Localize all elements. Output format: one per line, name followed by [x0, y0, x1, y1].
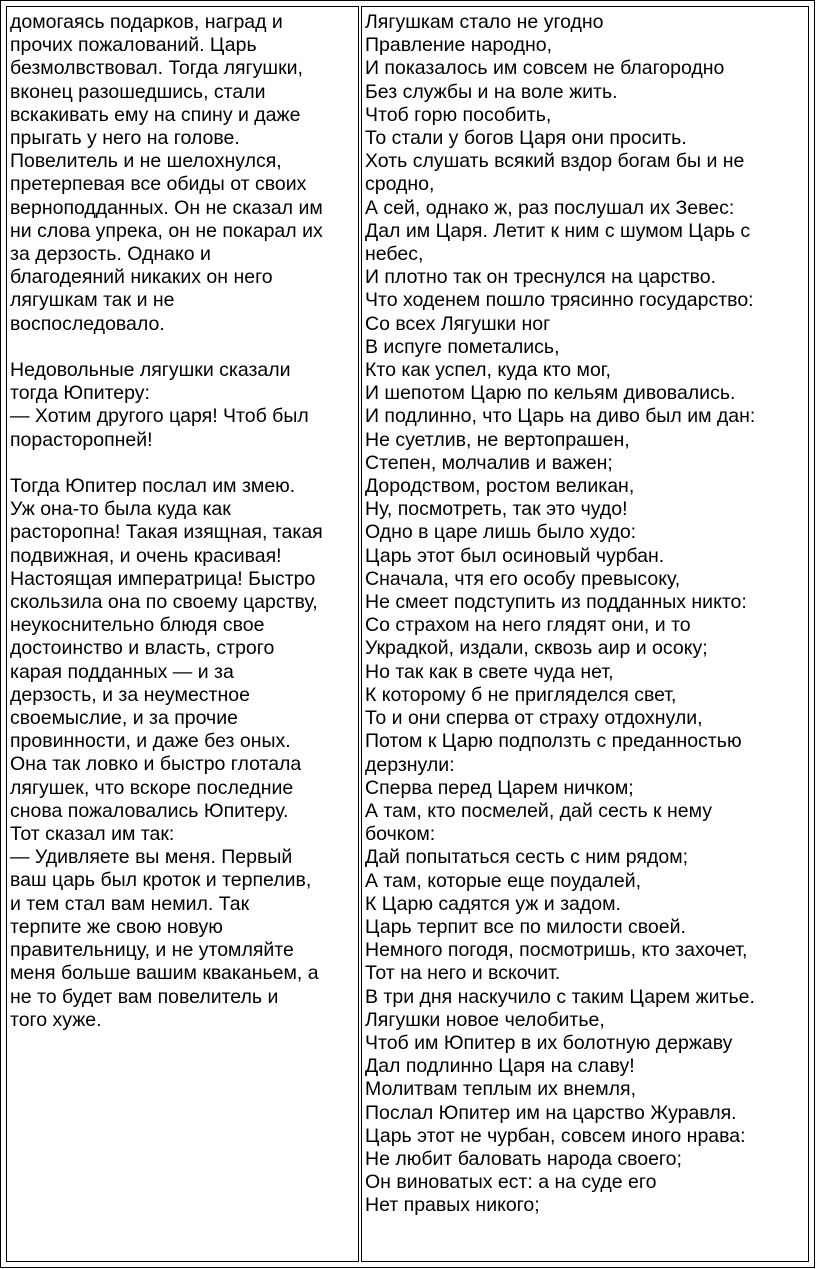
fable-verse-line: сродно, [365, 173, 435, 196]
fable-verse-line: В испуге пометались, [365, 335, 560, 358]
fable-verse-line: Лягушки новое челобитье, [365, 1008, 605, 1031]
prose-line: Настоящая императрица! Быстро [10, 567, 316, 590]
prose-line: снова пожаловались Юпитеру. [10, 799, 289, 822]
prose-line: лягушкам так и не [10, 289, 175, 312]
fable-verse-line: бочком: [365, 823, 436, 846]
prose-line: Повелитель и не шелохнулся, [10, 150, 282, 173]
prose-line: Она так ловко и быстро глотала [10, 753, 302, 776]
fable-verse-line: И шепотом Царю по кельям дивовались. [365, 382, 736, 405]
prose-line: достоинство и власть, строго [10, 637, 275, 660]
fable-verse-line: Без службы и на воле жить. [365, 80, 618, 103]
fable-verse-line: Нет правых никого; [365, 1194, 540, 1217]
fable-verse-line: Со всех Лягушки ног [365, 312, 551, 335]
prose-line: вконец разошедшись, стали [10, 80, 266, 103]
prose-line: домогаясь подарков, наград и [10, 11, 283, 33]
fable-verse-line: В три дня наскучило с таким Царем житье. [365, 985, 755, 1008]
prose-line: правительницу, и не утомляйте [10, 939, 294, 962]
prose-line: не то будет вам повелитель и [10, 985, 279, 1008]
fable-verse-line: Одно в царе лишь было худо: [365, 521, 637, 544]
fable-verse-line: Не суетлив, не вертопрашен, [365, 428, 630, 451]
fable-verse-line: То и они сперва от страху отдохнули, [365, 707, 703, 730]
fable-column-cell [361, 6, 809, 1262]
fable-verse-line: Что ходенем пошло трясинно государство: [365, 289, 754, 312]
prose-paragraph [10, 475, 355, 1032]
fable-verse-line: А там, которые еще поудалей, [365, 869, 642, 892]
prose-line: расторопна! Такая изящная, такая [10, 521, 323, 544]
prose-line: того хуже. [10, 1008, 102, 1031]
prose-line: тогда Юпитеру: [10, 382, 150, 405]
prose-line: подвижная, и очень красивая! [10, 544, 282, 567]
prose-line: терпите же свою новую [10, 915, 223, 938]
fable-verse-line: Царь этот был осиновый чурбан. [365, 544, 665, 567]
fable-verse-line: Потом к Царю подползть с преданностью [365, 730, 742, 753]
prose-line: порасторопней! [10, 428, 153, 451]
prose-line: прыгать у него на голове. [10, 127, 240, 150]
prose-line: неукоснительно блюдя свое [10, 614, 265, 637]
prose-column-cell [6, 6, 359, 1262]
fable-verse-line: К которому б не пригляделся свет, [365, 683, 677, 706]
fable-verse-line: Дал им Царя. Летит к ним с шумом Царь с [365, 219, 751, 242]
prose-line: — Хотим другого царя! Чтоб был [10, 405, 309, 428]
fable-verse-line: И плотно так он треснулся на царство. [365, 266, 717, 289]
fable-verse-line: Царь этот не чурбан, совсем иного нрава: [365, 1124, 746, 1147]
fable-verse-line: Немного погодя, посмотришь, кто захочет, [365, 939, 748, 962]
table-row [6, 6, 809, 1262]
fable-verse-line: Лягушкам стало не угодно [365, 11, 604, 33]
fable-verse-line: Дородством, ростом великан, [365, 475, 635, 498]
fable-verse-line: Он виноватых ест: а на суде его [365, 1171, 657, 1194]
fable-verse-line: Дай попытаться сесть с ним рядом; [365, 846, 689, 869]
comparison-table [4, 4, 811, 1264]
fable-verse-line: Ну, посмотреть, так это чудо! [365, 498, 628, 521]
fable-verse-line: Сперва перед Царем ничком; [365, 776, 634, 799]
prose-line: ваш царь был кроток и терпелив, [10, 869, 312, 892]
fable-verse-line: Тот на него и вскочит. [365, 962, 561, 985]
fable-verse-line: Степен, молчалив и важен; [365, 451, 613, 474]
fable-verse-line: Молитвам теплым их внемля, [365, 1078, 637, 1101]
prose-paragraph [10, 11, 355, 336]
fable-verse-line: Царь терпит все по милости своей. [365, 915, 686, 938]
prose-line: — Удивляете вы меня. Первый [10, 846, 293, 869]
fable-verse-line: То стали у богов Царя они просить. [365, 127, 687, 150]
prose-line: претерпевая все обиды от своих [10, 173, 307, 196]
fable-verse-line: Не любит баловать народа своего; [365, 1147, 682, 1170]
prose-line: и тем стал вам немил. Так [10, 892, 250, 915]
fable-verse-line: Хоть слушать всякий вздор богам бы и не [365, 150, 745, 173]
fable-verse-line: И подлинно, что Царь на диво был им дан: [365, 405, 756, 428]
prose-line: ни слова упрека, он не покарал их [10, 219, 323, 242]
prose-line: карая подданных — и за [10, 660, 234, 683]
prose-line: Недовольные лягушки сказали [10, 359, 291, 382]
prose-line: Тогда Юпитер послал им змею. [10, 475, 296, 498]
fable-verse-line: А там, кто посмелей, дай сесть к нему [365, 799, 712, 822]
fable-verse-line: Но так как в свете чуда нет, [365, 660, 614, 683]
fable-verse-line: И показалось им совсем не благородно [365, 57, 725, 80]
fable-verse-line: Не смеет подступить из подданных никто: [365, 591, 747, 614]
prose-paragraph [10, 359, 355, 452]
fable-verse-line: Чтоб горю пособить, [365, 103, 552, 126]
prose-line: Тот сказал им так: [10, 823, 175, 846]
fable-verse-line: дерзнули: [365, 753, 455, 776]
prose-line: провинности, и даже без оных. [10, 730, 291, 753]
prose-line: прочих пожалований. Царь [10, 34, 257, 57]
prose-line: Уж она-то была куда как [10, 498, 231, 521]
prose-line: лягушек, что вскоре последние [10, 776, 294, 799]
prose-line: своемыслие, и за прочие [10, 707, 238, 730]
fable-verse-line: Сначала, чтя его особу превысоку, [365, 567, 681, 590]
prose-line: скользила она по своему царству, [10, 591, 318, 614]
prose-line: вскакивать ему на спину и даже [10, 103, 301, 126]
fable-verse-line: Чтоб им Юпитер в их болотную державу [365, 1031, 733, 1054]
fable-verse-line: Со страхом на него глядят они, и то [365, 614, 691, 637]
prose-line: за дерзость. Однако и [10, 243, 211, 266]
prose-line: дерзость, и за неуместное [10, 683, 250, 706]
prose-line: благодеяний никаких он него [10, 266, 273, 289]
fable-verse-line: Украдкой, издали, сквозь аир и осоку; [365, 637, 708, 660]
fable-verse-line: небес, [365, 243, 424, 266]
fable-verse-line: А сей, однако ж, раз послушал их Зевес: [365, 196, 735, 219]
fable-verse-line: К Царю садятся уж и задом. [365, 892, 621, 915]
fable-verse-line: Послал Юпитер им на царство Журавля. [365, 1101, 737, 1124]
fable-verse-line: Правление народно, [365, 34, 553, 57]
prose-line: воспоследовало. [10, 312, 165, 335]
prose-line: верноподданных. Он не сказал им [10, 196, 323, 219]
fable-verse-line: Кто как успел, куда кто мог, [365, 359, 611, 382]
prose-line: меня больше вашим кваканьем, а [10, 962, 319, 985]
fable-verse-line: Дал подлинно Царя на славу! [365, 1055, 635, 1078]
prose-line: безмолвствовал. Тогда лягушки, [10, 57, 303, 80]
